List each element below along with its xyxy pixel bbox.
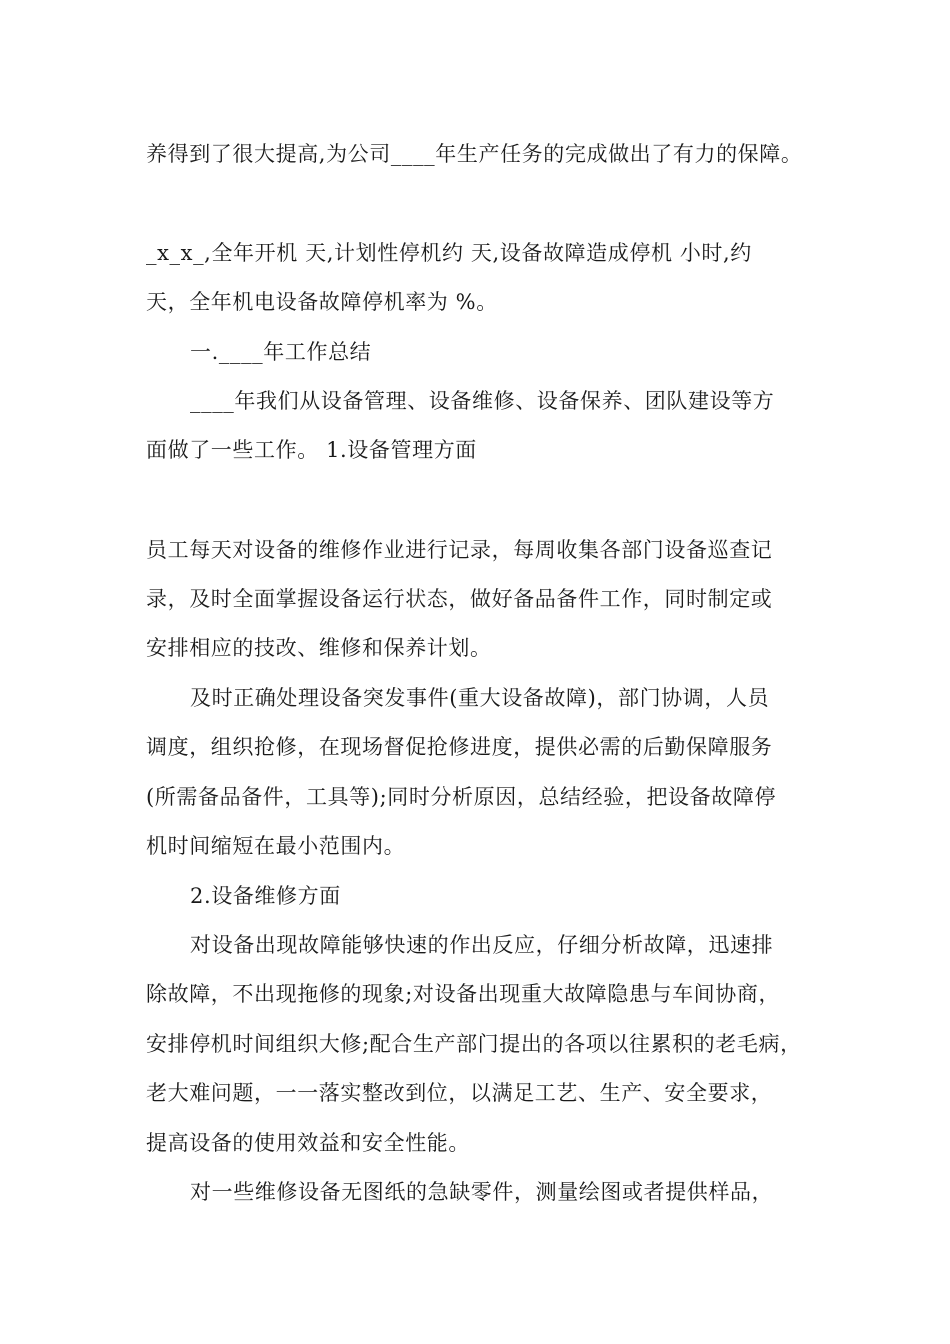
text-line: 天，全年机电设备故障停机率为 %。 <box>146 290 498 314</box>
text-line: 除故障，不出现拖修的现象;对设备出现重大故障隐患与车间协商， <box>146 982 781 1006</box>
text-line: ____年我们从设备管理、设备维修、设备保养、团队建设等方 <box>190 389 775 413</box>
text-line: 调度，组织抢修，在现场督促抢修进度，提供必需的后勤保障服务 <box>146 735 773 759</box>
section-heading: 2.设备维修方面 <box>190 884 341 908</box>
text-line: 对一些维修设备无图纸的急缺零件，测量绘图或者提供样品， <box>190 1180 774 1204</box>
text-line: 安排停机时间组织大修;配合生产部门提出的各项以往累积的老毛病， <box>146 1032 802 1056</box>
text-line: _x_x_,全年开机 天,计划性停机约 天,设备故障造成停机 小时,约 <box>146 241 752 265</box>
text-line: (所需备品备件，工具等);同时分析原因，总结经验，把设备故障停 <box>146 785 777 809</box>
text-line: 员工每天对设备的维修作业进行记录，每周收集各部门设备巡查记 <box>146 538 773 562</box>
text-line: 机时间缩短在最小范围内。 <box>146 834 406 858</box>
text-line: 老大难问题，一一落实整改到位，以满足工艺、生产、安全要求， <box>146 1081 773 1105</box>
text-line: 面做了一些工作。 1.设备管理方面 <box>146 438 477 462</box>
text-line: 及时正确处理设备突发事件(重大设备故障)，部门协调，人员 <box>190 686 770 710</box>
text-line: 对设备出现故障能够快速的作出反应，仔细分析故障，迅速排 <box>190 933 774 957</box>
text-line: 养得到了很大提高,为公司____年生产任务的完成做出了有力的保障。 <box>146 142 803 166</box>
section-heading: 一.____年工作总结 <box>190 340 372 364</box>
text-line: 提高设备的使用效益和安全性能。 <box>146 1131 470 1155</box>
text-line: 安排相应的技改、维修和保养计划。 <box>146 636 492 660</box>
text-line: 录，及时全面掌握设备运行状态，做好备品备件工作，同时制定或 <box>146 587 773 611</box>
